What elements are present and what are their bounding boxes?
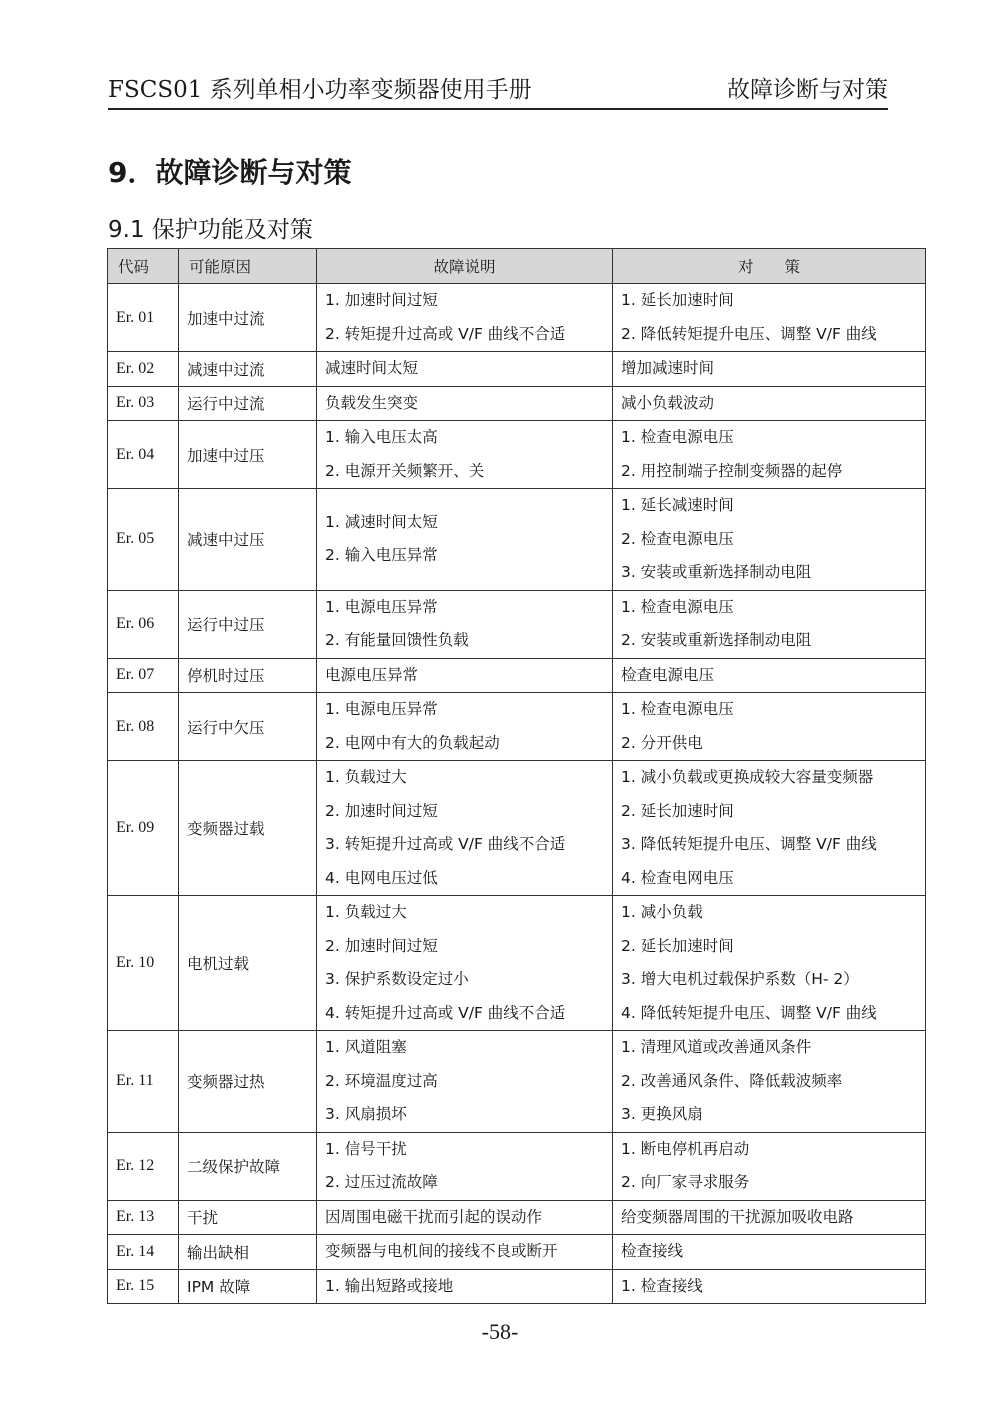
fault-code: Er. 07 (108, 658, 179, 693)
header-section-title: 故障诊断与对策 (727, 77, 888, 103)
fault-cause: 运行中欠压 (179, 693, 317, 761)
fault-code: Er. 03 (108, 386, 179, 421)
fault-description (317, 896, 613, 1031)
countermeasure-line: 2. 向厂家寻求服务 (621, 1173, 750, 1191)
fault-cause: 电机过载 (179, 896, 317, 1031)
description-line: 2. 有能量回馈性负载 (325, 631, 469, 649)
fault-cause: IPM 故障 (179, 1269, 317, 1304)
fault-countermeasure (613, 352, 926, 387)
fault-code: Er. 02 (108, 352, 179, 387)
fault-cause: 加速中过流 (179, 284, 317, 352)
description-line: 2. 过压过流故障 (325, 1173, 438, 1191)
description-line: 负载发生突变 (325, 393, 419, 412)
fault-cause: 运行中过流 (179, 386, 317, 421)
fault-code: Er. 08 (108, 693, 179, 761)
table-row (108, 761, 926, 896)
fault-description (317, 1200, 613, 1235)
countermeasure-line: 给变频器周围的干扰源加吸收电路 (621, 1207, 854, 1226)
description-line: 1. 减速时间太短 (325, 512, 438, 531)
countermeasure-line: 1. 检查接线 (621, 1276, 703, 1295)
countermeasure-line: 3. 安装或重新选择制动电阻 (621, 563, 812, 581)
description-line: 1. 负载过大 (325, 768, 407, 786)
countermeasure-line: 1. 减小负载或更换成较大容量变频器 (621, 768, 874, 786)
description-line: 3. 风扇损坏 (325, 1105, 407, 1123)
description-line: 2. 加速时间过短 (325, 936, 438, 955)
fault-cause: 干扰 (179, 1200, 317, 1235)
fault-code: Er. 06 (108, 590, 179, 658)
fault-cause: 减速中过压 (179, 489, 317, 591)
fault-cause: 变频器过热 (179, 1031, 317, 1133)
description-line: 变频器与电机间的接线不良或断开 (325, 1242, 558, 1260)
description-line: 1. 电源电压异常 (325, 597, 438, 616)
fault-description (317, 352, 613, 387)
chapter-title: 9．故障诊断与对策 (108, 156, 352, 189)
countermeasure-line: 1. 减小负载 (621, 903, 703, 921)
fault-description (317, 590, 613, 658)
countermeasure-line: 3. 增大电机过载保护系数（H- 2） (621, 970, 859, 988)
column-header-description: 故障说明 (317, 249, 613, 284)
description-line: 1. 信号干扰 (325, 1139, 407, 1158)
description-line: 1. 输入电压太高 (325, 428, 438, 446)
countermeasure-line: 1. 断电停机再启动 (621, 1139, 750, 1158)
countermeasure-line: 2. 改善通风条件、降低载波频率 (621, 1071, 843, 1090)
countermeasure-line: 4. 检查电网电压 (621, 868, 734, 887)
countermeasure-line: 增加减速时间 (621, 359, 715, 377)
fault-description (317, 1235, 613, 1270)
fault-countermeasure (613, 489, 926, 591)
section-title: 9.1 保护功能及对策 (108, 217, 313, 243)
description-line: 因周围电磁干扰而引起的误动作 (325, 1207, 543, 1226)
fault-countermeasure (613, 896, 926, 1031)
fault-code: Er. 05 (108, 489, 179, 591)
description-line: 1. 输出短路或接地 (325, 1276, 454, 1295)
countermeasure-line: 1. 检查电源电压 (621, 597, 734, 616)
fault-code: Er. 10 (108, 896, 179, 1031)
fault-countermeasure (613, 1235, 926, 1270)
table-row (108, 1200, 926, 1235)
countermeasure-line: 2. 检查电源电压 (621, 529, 734, 548)
fault-description (317, 386, 613, 421)
table-row (108, 1031, 926, 1133)
page-number: -58- (481, 1319, 519, 1344)
description-line: 1. 负载过大 (325, 903, 407, 921)
description-line: 2. 加速时间过短 (325, 801, 438, 820)
table-row (108, 352, 926, 387)
fault-countermeasure (613, 1031, 926, 1133)
countermeasure-line: 检查电源电压 (621, 665, 715, 684)
countermeasure-line: 1. 清理风道或改善通风条件 (621, 1038, 812, 1056)
fault-table (107, 248, 926, 1304)
countermeasure-line: 1. 延长加速时间 (621, 291, 734, 309)
fault-countermeasure (613, 386, 926, 421)
description-line: 1. 风道阻塞 (325, 1038, 407, 1056)
fault-description (317, 658, 613, 693)
fault-code: Er. 04 (108, 421, 179, 489)
description-line: 3. 转矩提升过高或 V/F 曲线不合适 (325, 835, 566, 853)
table-row (108, 1132, 926, 1200)
countermeasure-line: 2. 分开供电 (621, 733, 703, 752)
fault-description (317, 421, 613, 489)
fault-code: Er. 09 (108, 761, 179, 896)
fault-code: Er. 15 (108, 1269, 179, 1304)
countermeasure-line: 1. 检查电源电压 (621, 428, 734, 446)
fault-countermeasure (613, 1132, 926, 1200)
description-line: 减速时间太短 (325, 359, 419, 377)
fault-cause: 运行中过压 (179, 590, 317, 658)
fault-cause: 停机时过压 (179, 658, 317, 693)
countermeasure-line: 2. 用控制端子控制变频器的起停 (621, 461, 843, 480)
countermeasure-line: 2. 降低转矩提升电压、调整 V/F 曲线 (621, 324, 877, 343)
table-row (108, 284, 926, 352)
fault-countermeasure (613, 761, 926, 896)
description-line: 4. 转矩提升过高或 V/F 曲线不合适 (325, 1003, 566, 1022)
fault-code: Er. 12 (108, 1132, 179, 1200)
fault-description (317, 489, 613, 591)
description-line: 电源电压异常 (325, 665, 419, 684)
countermeasure-line: 4. 降低转矩提升电压、调整 V/F 曲线 (621, 1003, 877, 1022)
fault-cause: 加速中过压 (179, 421, 317, 489)
table-header-row (108, 249, 926, 284)
table-row (108, 590, 926, 658)
column-header-cause: 可能原因 (179, 249, 317, 284)
description-line: 1. 加速时间过短 (325, 291, 438, 309)
fault-countermeasure (613, 658, 926, 693)
table-row (108, 1269, 926, 1304)
fault-countermeasure (613, 1269, 926, 1304)
table-row (108, 489, 926, 591)
description-line: 2. 电网中有大的负载起动 (325, 733, 500, 752)
countermeasure-line: 1. 延长减速时间 (621, 496, 734, 514)
table-row (108, 693, 926, 761)
fault-cause: 二级保护故障 (179, 1132, 317, 1200)
fault-code: Er. 14 (108, 1235, 179, 1270)
fault-cause: 输出缺相 (179, 1235, 317, 1270)
table-row (108, 658, 926, 693)
countermeasure-line: 2. 延长加速时间 (621, 801, 734, 820)
fault-code: Er. 01 (108, 284, 179, 352)
fault-cause: 变频器过载 (179, 761, 317, 896)
manual-title: FSCS01 系列单相小功率变频器使用手册 (108, 77, 532, 103)
fault-code: Er. 11 (108, 1031, 179, 1133)
page-header (108, 72, 888, 110)
fault-countermeasure (613, 693, 926, 761)
description-line: 2. 电源开关频繁开、关 (325, 461, 485, 480)
description-line: 2. 转矩提升过高或 V/F 曲线不合适 (325, 324, 566, 343)
countermeasure-line: 减小负载波动 (621, 393, 715, 412)
fault-countermeasure (613, 284, 926, 352)
fault-description (317, 693, 613, 761)
table-row (108, 896, 926, 1031)
fault-countermeasure (613, 590, 926, 658)
description-line: 3. 保护系数设定过小 (325, 970, 469, 988)
countermeasure-line: 3. 降低转矩提升电压、调整 V/F 曲线 (621, 835, 877, 853)
column-header-code: 代码 (108, 249, 179, 284)
description-line: 1. 电源电压异常 (325, 700, 438, 718)
column-header-countermeasure: 对 策 (613, 249, 926, 284)
fault-cause: 减速中过流 (179, 352, 317, 387)
countermeasure-line: 2. 安装或重新选择制动电阻 (621, 631, 812, 649)
fault-code: Er. 13 (108, 1200, 179, 1235)
countermeasure-line: 2. 延长加速时间 (621, 936, 734, 955)
countermeasure-line: 检查接线 (621, 1242, 684, 1260)
table-row (108, 421, 926, 489)
description-line: 4. 电网电压过低 (325, 868, 438, 887)
fault-description (317, 761, 613, 896)
fault-description (317, 284, 613, 352)
fault-countermeasure (613, 421, 926, 489)
description-line: 2. 输入电压异常 (325, 546, 438, 565)
table-row (108, 1235, 926, 1270)
fault-description (317, 1269, 613, 1304)
countermeasure-line: 3. 更换风扇 (621, 1105, 703, 1123)
table-row (108, 386, 926, 421)
countermeasure-line: 1. 检查电源电压 (621, 700, 734, 718)
description-line: 2. 环境温度过高 (325, 1071, 438, 1090)
fault-countermeasure (613, 1200, 926, 1235)
fault-description (317, 1031, 613, 1133)
fault-description (317, 1132, 613, 1200)
